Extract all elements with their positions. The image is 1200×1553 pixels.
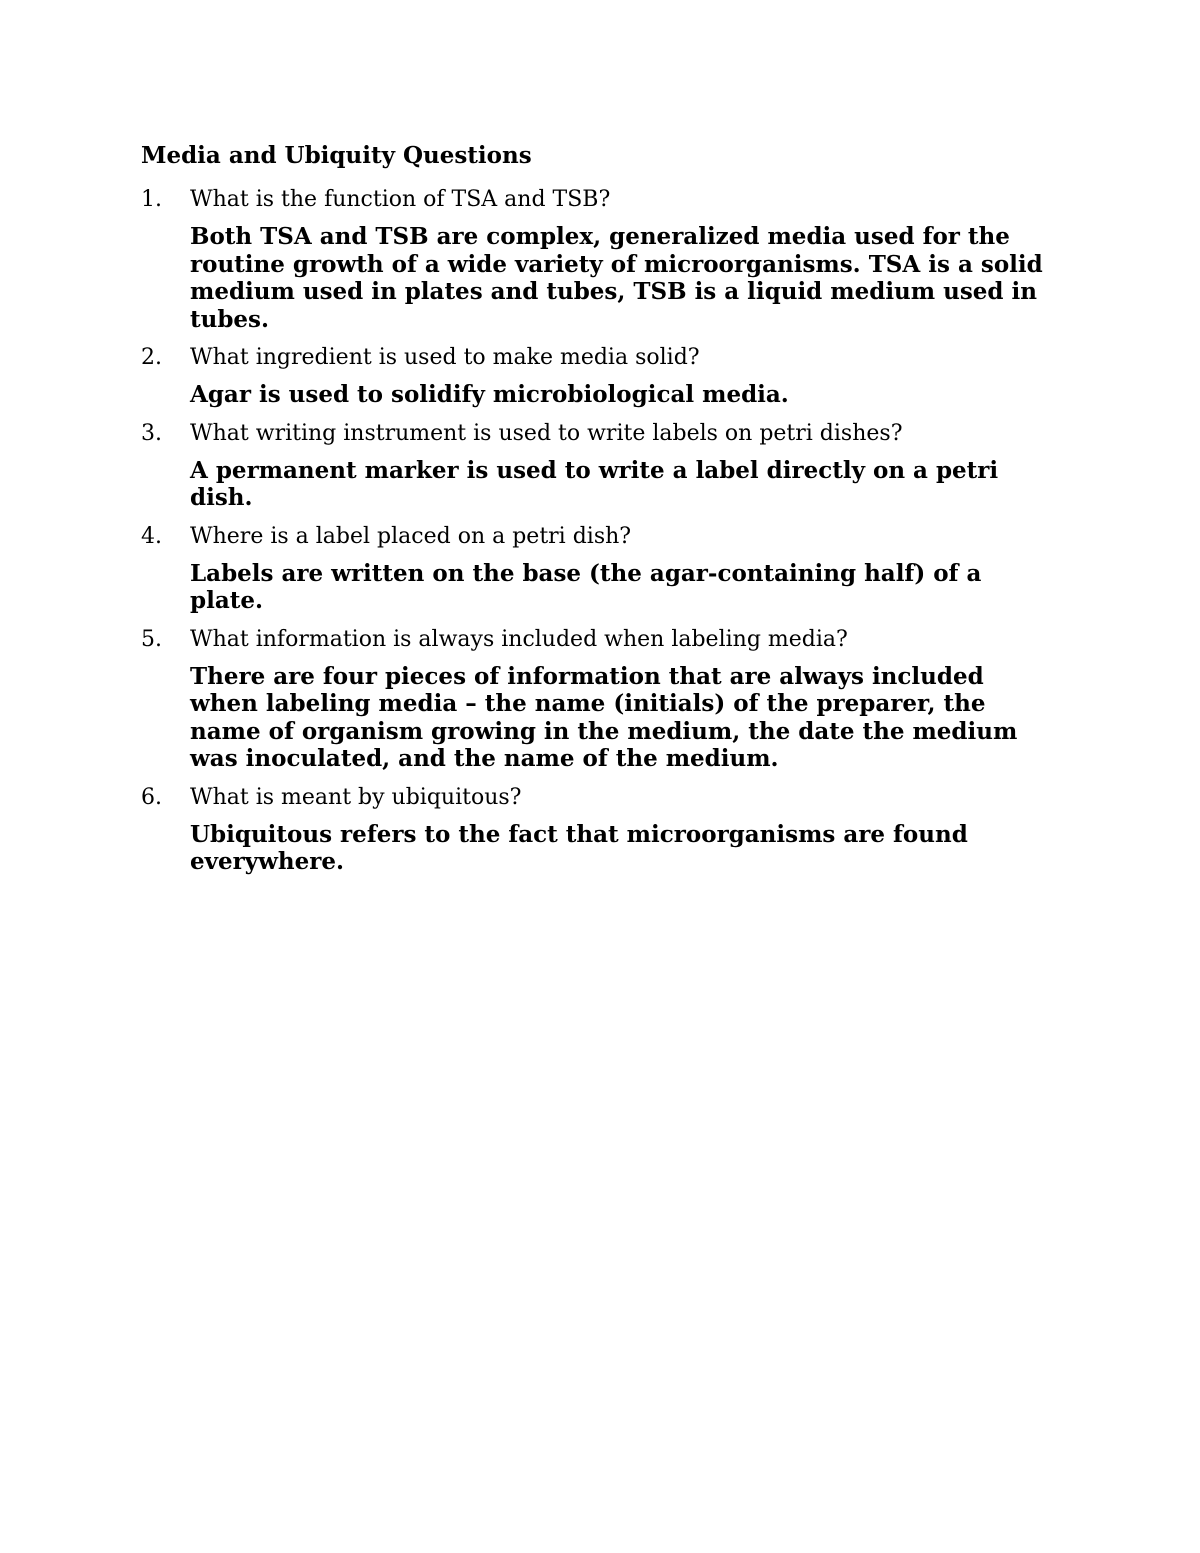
question-text: What information is always included when labeling media? xyxy=(190,626,848,652)
answer-text: Ubiquitous refers to the fact that microorganisms are found everywhere. xyxy=(190,820,968,875)
document-title: Media and Ubiquity Questions xyxy=(141,142,532,169)
question-number: 4. xyxy=(141,523,162,549)
question-row xyxy=(141,783,1051,813)
question-number: 6. xyxy=(141,784,162,810)
document-body xyxy=(141,141,1051,886)
question-text: What ingredient is used to make media solid? xyxy=(190,345,700,370)
question-text: Where is a label placed on a petri dish? xyxy=(190,523,632,549)
answer-text: A permanent marker is used to write a label directly on a petri dish. xyxy=(190,456,999,511)
qa-item-2 xyxy=(141,343,1051,409)
question-number: 3. xyxy=(141,420,162,446)
question-text: What writing instrument is used to write labels on petri dishes? xyxy=(190,420,903,446)
qa-item-6 xyxy=(141,783,1051,876)
question-row xyxy=(141,522,1051,552)
answer-text: Both TSA and TSB are complex, generalized media used for the routine growth of a wide variety of microorganisms. TSA is a solid medium used in plates and tubes, TSB is a liquid medium used in tubes. xyxy=(190,223,1043,333)
qa-item-4 xyxy=(141,522,1051,615)
answer-text: Labels are written on the base (the agar-containing half) of a plate. xyxy=(190,559,982,614)
answer-text: There are four pieces of information that are always included when labeling media – the name (initials) of the preparer, the name of organism growing in the medium, the date the medium was inoculated, and the name of the medium. xyxy=(190,662,1018,772)
question-text: What is meant by ubiquitous? xyxy=(190,784,522,810)
qa-item-1 xyxy=(141,185,1051,333)
question-row xyxy=(141,419,1051,449)
answer-text: Agar is used to solidify microbiological media. xyxy=(190,381,789,408)
question-row xyxy=(141,343,1051,373)
question-number: 5. xyxy=(141,626,162,652)
qa-item-3 xyxy=(141,419,1051,512)
question-text: What is the function of TSA and TSB? xyxy=(190,187,611,212)
question-row xyxy=(141,185,1051,215)
qa-item-5 xyxy=(141,625,1051,773)
question-number: 2. xyxy=(141,345,162,370)
question-row xyxy=(141,625,1051,655)
question-number: 1. xyxy=(141,187,162,212)
